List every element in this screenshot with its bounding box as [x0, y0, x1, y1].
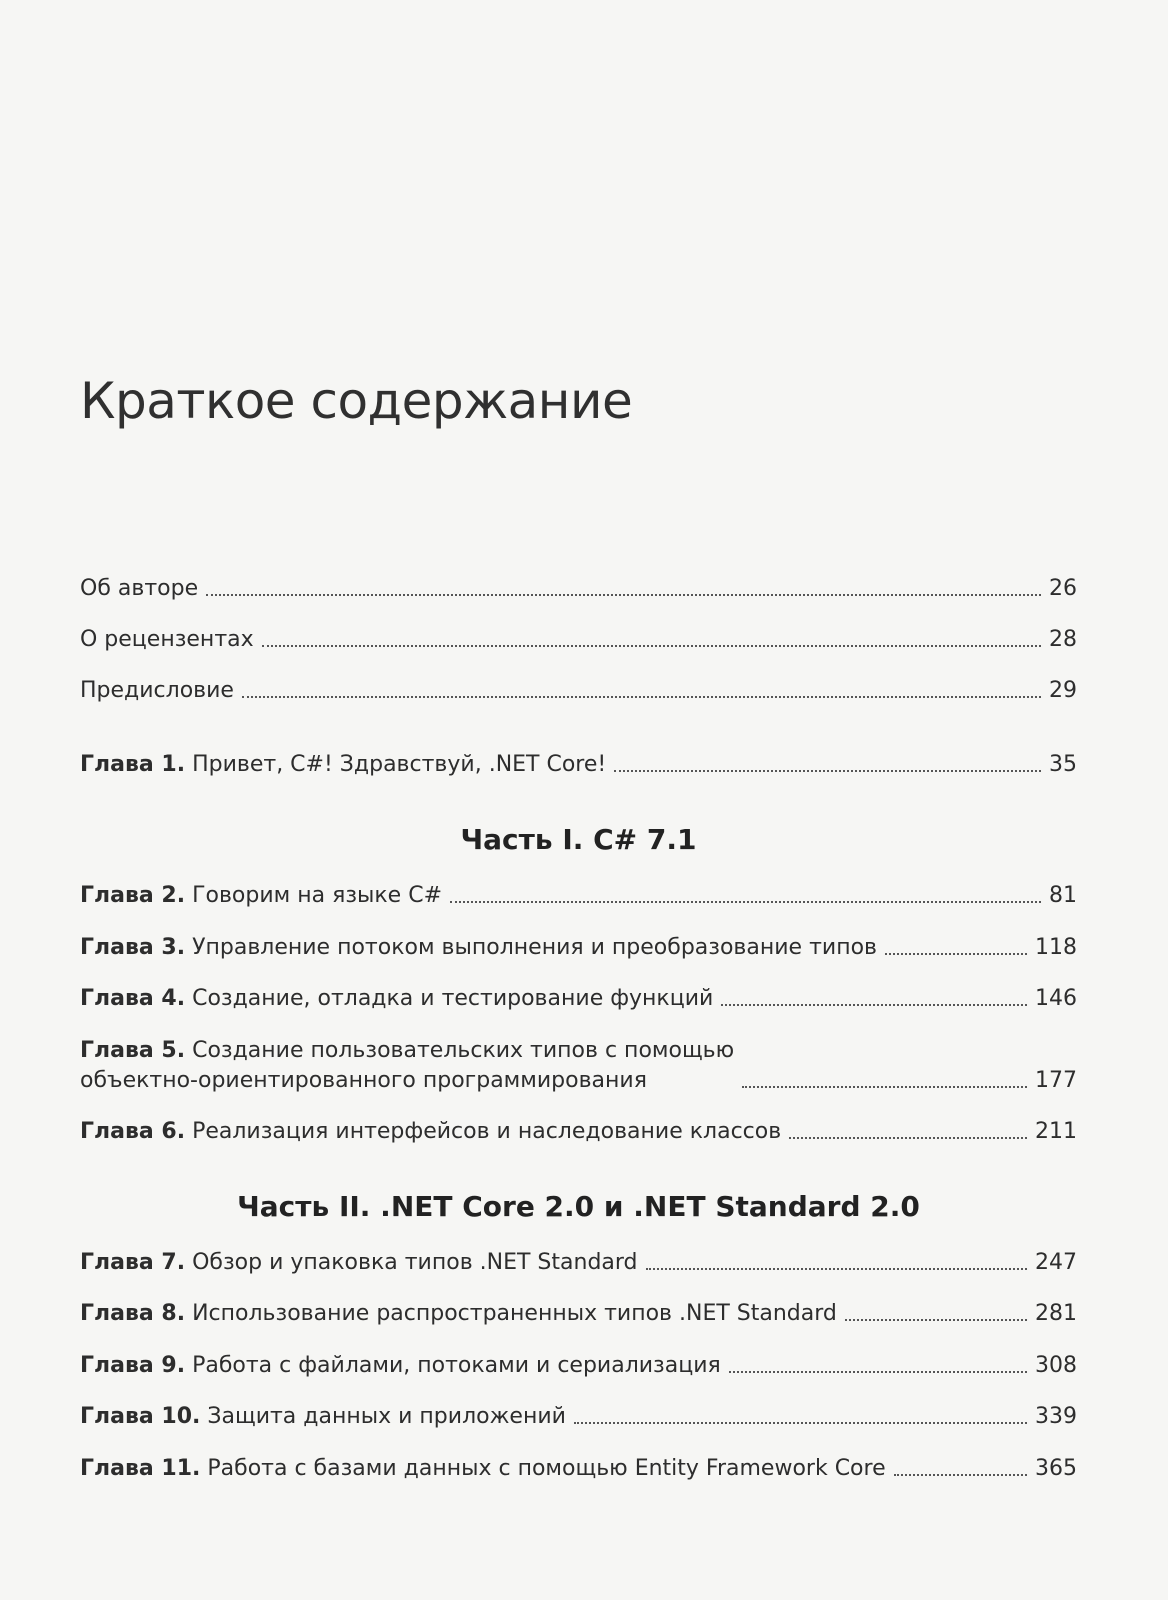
toc-entry-chapter-6[interactable]	[80, 1117, 1077, 1147]
part-1-heading: Часть I. C# 7.1	[460, 823, 697, 856]
page-title: Краткое содержание	[80, 372, 633, 430]
chapter-title-line-1: Создание пользовательских типов с помощью	[192, 1038, 735, 1063]
chapter-label: Глава 8.	[80, 1301, 186, 1326]
chapter-label: Глава 9.	[80, 1353, 186, 1378]
dot-leader	[206, 594, 1041, 596]
toc-entry-title: О рецензентах	[80, 627, 254, 652]
toc-entry-title	[80, 933, 877, 963]
toc-page-number: 146	[1035, 986, 1077, 1011]
toc-page-number: 308	[1035, 1353, 1077, 1378]
toc-entry-chapter-2[interactable]	[80, 881, 1077, 911]
dot-leader	[845, 1319, 1027, 1321]
chapter-label: Глава 7.	[80, 1250, 186, 1275]
toc-page-number: 118	[1035, 935, 1077, 960]
toc-entry-preface[interactable]	[80, 676, 1077, 706]
toc-entry-title	[80, 881, 442, 911]
chapter-title: Создание, отладка и тестирование функций	[192, 986, 714, 1011]
dot-leader	[721, 1004, 1027, 1006]
chapter-label: Глава 5.	[80, 1038, 186, 1063]
dot-leader	[450, 901, 1041, 903]
chapter-title: Реализация интерфейсов и наследование классов	[192, 1119, 782, 1144]
dot-leader	[614, 770, 1041, 772]
toc-entry-chapter-9[interactable]	[80, 1351, 1077, 1381]
chapter-title: Обзор и упаковка типов .NET Standard	[192, 1250, 638, 1275]
chapter-label: Глава 3.	[80, 935, 186, 960]
chapter-label: Глава 10.	[80, 1404, 201, 1429]
dot-leader	[885, 953, 1027, 955]
toc-page-number: 35	[1049, 752, 1077, 777]
part-2-heading: Часть II. .NET Core 2.0 и .NET Standard 2.0	[237, 1190, 920, 1223]
toc-entry-chapter-11[interactable]	[80, 1454, 1077, 1484]
toc-entry-title	[80, 1351, 721, 1381]
toc-page-number: 211	[1035, 1119, 1077, 1144]
toc-page-number: 365	[1035, 1456, 1077, 1481]
toc-entry-chapter-4[interactable]	[80, 984, 1077, 1014]
dot-leader	[789, 1137, 1027, 1139]
chapter-label: Глава 2.	[80, 883, 186, 908]
toc-entry-chapter-7[interactable]	[80, 1248, 1077, 1278]
chapter-title: Привет, C#! Здравствуй, .NET Core!	[192, 752, 607, 777]
toc-entry-title	[80, 750, 606, 780]
chapter-title-line-2: объектно-ориентированного программирования	[80, 1068, 647, 1093]
toc-page-number: 29	[1049, 678, 1077, 703]
toc-entry-title	[80, 1036, 734, 1096]
toc-entry-title	[80, 1117, 781, 1147]
toc-page-number: 247	[1035, 1250, 1077, 1275]
toc-entry-title: Об авторе	[80, 576, 199, 601]
toc-page-number: 81	[1049, 883, 1077, 908]
toc-entry-title	[80, 984, 713, 1014]
toc-entry-chapter-8[interactable]	[80, 1299, 1077, 1329]
dot-leader	[894, 1474, 1027, 1476]
toc-entry-reviewers[interactable]	[80, 625, 1077, 655]
toc-entry-title	[80, 1248, 638, 1278]
toc-entry-chapter-10[interactable]	[80, 1402, 1077, 1432]
chapter-title: Говорим на языке C#	[192, 883, 443, 908]
toc-entry-chapter-3[interactable]	[80, 933, 1077, 963]
toc-page-number: 281	[1035, 1301, 1077, 1326]
toc-page-number: 26	[1049, 576, 1077, 601]
toc-entry-title: Предисловие	[80, 678, 234, 703]
chapter-label: Глава 1.	[80, 752, 186, 777]
toc-page-number: 339	[1035, 1404, 1077, 1429]
chapter-label: Глава 4.	[80, 986, 186, 1011]
toc-entry-title	[80, 1402, 566, 1432]
dot-leader	[242, 696, 1041, 698]
chapter-title: Защита данных и приложений	[207, 1404, 566, 1429]
chapter-title: Управление потоком выполнения и преобразование типов	[192, 935, 877, 960]
chapter-label: Глава 11.	[80, 1456, 201, 1481]
dot-leader	[742, 1086, 1027, 1088]
chapter-label: Глава 6.	[80, 1119, 186, 1144]
dot-leader	[646, 1268, 1027, 1270]
dot-leader	[262, 645, 1041, 647]
toc-entry-chapter-5[interactable]	[80, 1036, 1077, 1096]
toc-entry-about-author[interactable]	[80, 574, 1077, 604]
toc-page-number: 28	[1049, 627, 1077, 652]
dot-leader	[729, 1371, 1027, 1373]
toc-page-number: 177	[1035, 1068, 1077, 1093]
chapter-title: Работа с базами данных с помощью Entity Framework Core	[207, 1456, 886, 1481]
toc-entry-chapter-1[interactable]	[80, 750, 1077, 780]
dot-leader	[574, 1422, 1027, 1424]
chapter-title: Работа с файлами, потоками и сериализация	[192, 1353, 721, 1378]
toc-entry-title	[80, 1299, 837, 1329]
chapter-title: Использование распространенных типов .NET Standard	[192, 1301, 837, 1326]
toc-entry-title	[80, 1454, 886, 1484]
